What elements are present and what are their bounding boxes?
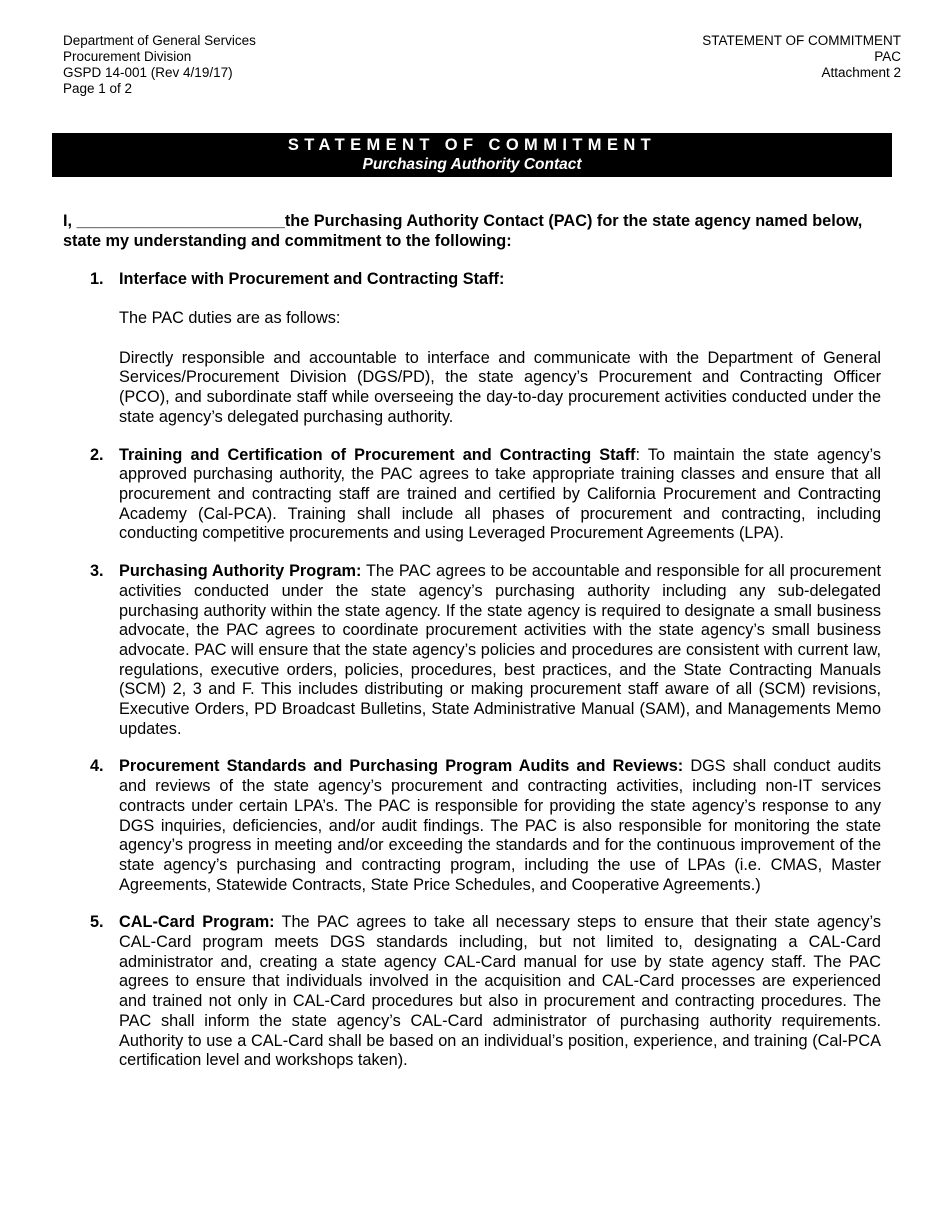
title-banner (52, 133, 892, 177)
item-text: The PAC agrees to take all necessary steps to ensure that their state agency’s CAL-Card program meets DGS standards including, but not limited to, designating a CAL-Card administrator and, creating a state agency CAL-Card manual for use by state agency staff. The PAC agrees to ensure that individuals involved in the acquisition and CAL-Card processes are experienced and trained not only in CAL-Card procedures but also in procurement and contracting procedures. The PAC shall inform the state agency’s CAL-Card administrator of purchasing authority requirements. Authority to use a CAL-Card shall be based on an individual’s position, experience, and training (Cal-PCA certification level and workshops taken). (119, 913, 881, 1070)
list-item (63, 270, 881, 428)
item-text: The PAC agrees to be accountable and responsible for all procurement activities conducted under the state agency’s purchasing authority including any sub-delegated purchasing authority within the state agency. If the state agency is required to designate a small business advocate, the PAC agrees to coordinate procurement activities with the state agency’s small business advocate. PAC will ensure that the state agency’s policies and procedures are consistent with current law, regulations, executive orders, policies, procedures, best practices, and the State Contracting Manuals (SCM) 2, 3 and F. This includes distributing or making procurement staff aware of all (SCM) revisions, Executive Orders, PD Broadcast Bulletins, State Administrative Manual (SAM), and Managements Memo updates. (119, 562, 881, 738)
item-number: 3. (90, 562, 104, 581)
item-heading: CAL-Card Program: (119, 913, 275, 932)
item-heading: Interface with Procurement and Contracting Staff: (119, 270, 505, 288)
item-heading: Procurement Standards and Purchasing Program Audits and Reviews: (119, 757, 684, 776)
item-number: 4. (90, 757, 104, 776)
document-header-right (702, 33, 901, 81)
document-header-left (63, 33, 256, 97)
item-heading: Training and Certification of Procurement and Contracting Staff (119, 445, 636, 464)
attachment-label: Attachment 2 (821, 65, 901, 80)
list-item (63, 562, 881, 739)
item-number: 5. (90, 913, 104, 932)
item-number: 1. (90, 270, 104, 288)
item-paragraph: Directly responsible and accountable to interface and communicate with the Department of General Services/Procurement Division (DGS/PD), the state agency’s Procurement and Contracting Officer (PCO), and subordinate staff while overseeing the day-to-day procurement activities conducted under the state agency’s delegated purchasing authority. (119, 348, 881, 426)
intro-statement: I, _______________________the Purchasing Authority Contact (PAC) for the state agency named below, state my understanding and commitment to the following: (63, 212, 863, 250)
list-item (63, 757, 881, 895)
item-text: DGS shall conduct audits and reviews of the state agency’s procurement and contracting activities, including non-IT services contracts under certain LPA’s. The PAC is responsible for providing the state agency’s response to any DGS inquiries, deficiencies, and/or audit findings. The PAC is also responsible for monitoring the state agency’s progress in meeting and/or exceeding the standards and for the continuous improvement of the state agency’s purchasing and contracting program, including the use of LPAs (i.e. CMAS, Master Agreements, Statewide Contracts, State Price Schedules, and Cooperative Agreements.) (119, 757, 881, 894)
item-text: : To maintain the state agency’s approved purchasing authority, the PAC agrees to take appropriate training classes and ensure that all procurement and contracting staff are trained and certified by California Procurement and Contracting Academy (Cal-PCA). Training shall include all phases of procurement and contracting, including conducting competitive procurements and using Leveraged Procurement Agreements (LPA). (119, 445, 881, 543)
commitment-list (63, 270, 881, 1071)
department-name: Department of General Services (63, 33, 256, 48)
item-paragraph: The PAC duties are as follows: (119, 309, 341, 328)
division-name: Procurement Division (63, 49, 192, 64)
document-type: STATEMENT OF COMMITMENT (702, 33, 901, 48)
list-item (63, 913, 881, 1071)
page-title: STATEMENT OF COMMITMENT (287, 136, 657, 154)
item-number: 2. (90, 445, 104, 464)
page-number: Page 1 of 2 (63, 81, 133, 96)
document-code: PAC (874, 49, 901, 64)
item-heading: Purchasing Authority Program: (119, 562, 362, 581)
form-number: GSPD 14-001 (Rev 4/19/17) (63, 65, 233, 80)
list-item (63, 446, 881, 545)
page-subtitle: Purchasing Authority Contact (362, 156, 582, 173)
